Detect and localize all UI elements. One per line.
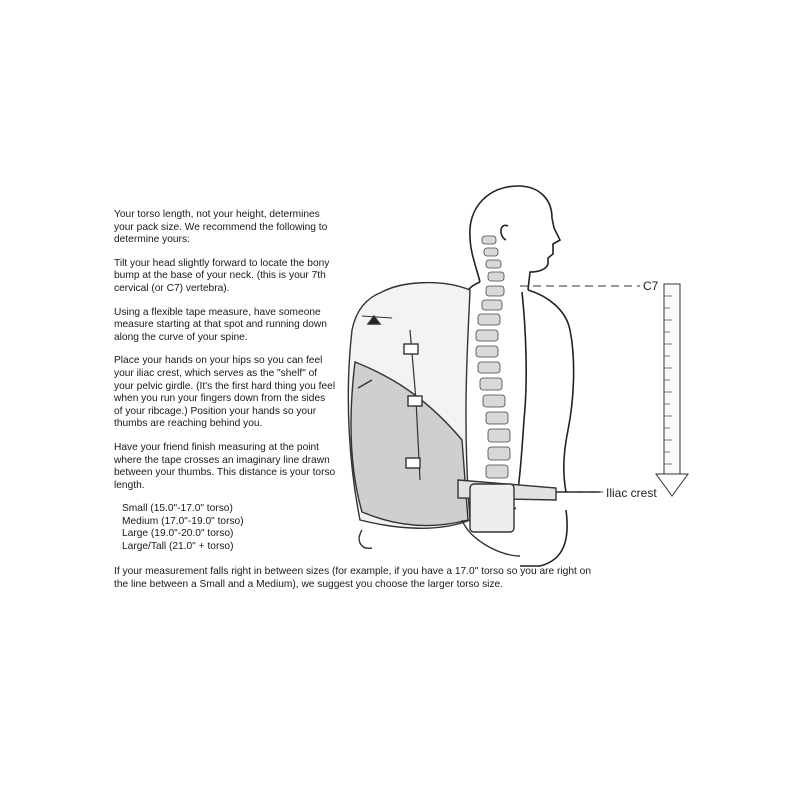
instructions xyxy=(114,209,336,554)
step-4-text: Have your friend finish measuring at the point where the tape crosses an imaginary line drawn between your thumbs. This distance is your torso length. xyxy=(114,441,336,491)
measuring-tape-icon xyxy=(656,284,688,496)
footnote-text: If your measurement falls right in between sizes (for example, if you have a 17.0" torso so you are right on the line between a Small and a Medium), we suggest you choose the larger torso size. xyxy=(114,566,592,590)
guide-lines xyxy=(520,286,640,492)
size-item-large: Large (19.0"-20.0" torso) xyxy=(122,528,234,540)
step-3-text: Place your hands on your hips so you can feel your iliac crest, which serves as the "shelf" of your pelvic girdle. (It's the first hard thing you feel when you run your fingers down from the sides of your ribcage.) Position your hands so your thumbs are reaching behind you. xyxy=(114,355,336,430)
size-list xyxy=(122,503,336,553)
c7-label: C7 xyxy=(643,279,659,293)
step-1-text: Tilt your head slightly forward to locate the bony bump at the base of your neck. (this is your 7th cervical (or C7) vertebra). xyxy=(114,257,330,294)
intro-text: Your torso length, not your height, determines your pack size. We recommend the following to determine yours: xyxy=(114,209,328,246)
arrow-down-icon xyxy=(656,474,688,496)
step-2-text: Using a flexible tape measure, have someone measure starting at that spot and running down along the curve of your spine. xyxy=(114,306,327,343)
size-item-large-tall: Large/Tall (21.0" + torso) xyxy=(122,541,234,553)
iliac-crest-label: Iliac crest xyxy=(606,486,657,500)
spine-illustration xyxy=(475,236,512,524)
size-item-medium: Medium (17.0"-19.0" torso) xyxy=(122,515,244,527)
size-item-small: Small (15.0"-17.0" torso) xyxy=(122,503,233,515)
